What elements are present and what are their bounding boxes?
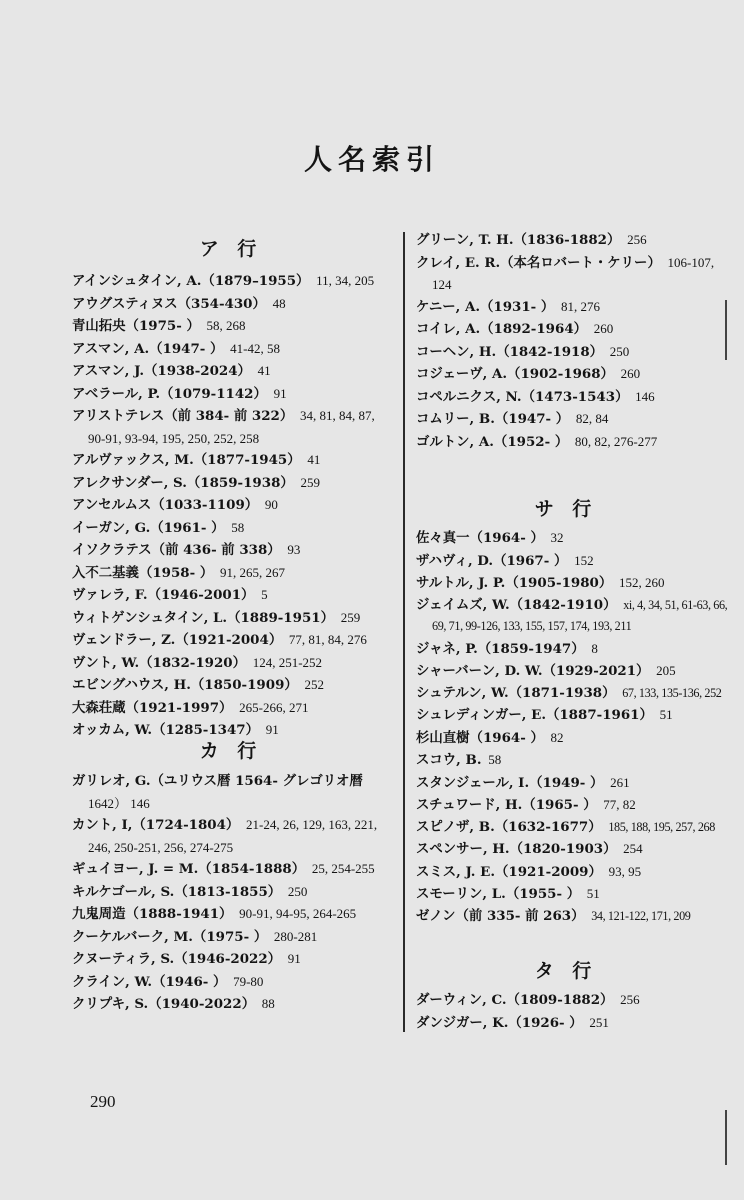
entry-name: スモーリン, L.（1955- ）: [416, 886, 581, 902]
index-entry: [416, 572, 716, 595]
entry-pages: 250: [609, 343, 630, 359]
index-entry: [72, 338, 390, 361]
index-entry: [416, 660, 716, 683]
entry-name: 入不二基義（1958- ）: [72, 564, 214, 581]
index-entry: [72, 360, 390, 383]
entry-pages: 91, 265, 267: [219, 564, 285, 580]
entry-list: [416, 527, 728, 927]
entry-name: 杉山直樹（1964- ）: [416, 729, 544, 746]
entry-list: [416, 229, 716, 453]
entry-name: ダンジガー, K.（1926- ）: [416, 1014, 583, 1031]
entry-pages: 82, 84: [575, 411, 609, 426]
index-entry: [416, 638, 716, 661]
index-entry: [416, 252, 716, 296]
entry-pages: 25, 254-255: [311, 861, 375, 876]
index-entry: [72, 674, 390, 697]
entry-pages: 252: [304, 677, 324, 692]
index-entry: [416, 318, 716, 341]
entry-name: イソクラテス（前 436- 前 338）: [72, 542, 281, 558]
entry-name: 佐々真一（1964- ）: [416, 530, 544, 546]
entry-pages: 34, 121-122, 171, 209: [591, 908, 691, 923]
entry-name: グリーン, T. H.（1836-1882）: [416, 232, 621, 248]
scan-edge-mark: [725, 1110, 727, 1165]
index-entry: [72, 926, 390, 949]
entry-name: キルケゴール, S.（1813-1855）: [72, 883, 282, 900]
entry-pages: 93: [287, 542, 301, 557]
entry-pages: 146: [635, 388, 655, 404]
entry-name: アリストテレス（前 384- 前 322）: [72, 408, 294, 424]
entry-name: ゼノン（前 335- 前 263）: [416, 907, 585, 924]
entry-name: シャーバーン, D. W.（1929-2021）: [416, 663, 650, 679]
entry-pages: 51: [586, 886, 600, 901]
entry-pages: 152, 260: [618, 575, 665, 590]
index-entry: [72, 562, 390, 585]
index-entry: [416, 386, 716, 409]
entry-pages: 259: [300, 474, 320, 490]
entry-pages: 77, 81, 84, 276: [288, 632, 367, 647]
index-entry: [72, 607, 390, 630]
entry-pages: xi, 4, 34, 51, 61-63, 66,: [623, 597, 728, 612]
entry-pages: 41: [257, 363, 271, 378]
entry-name: サルトル, J. P.（1905-1980）: [416, 575, 613, 591]
index-entry: [416, 229, 716, 252]
entry-name: ジェイムズ, W.（1842-1910）: [416, 596, 617, 613]
entry-pages-continued: 1642） 146: [88, 795, 150, 811]
entry-pages: 81, 276: [560, 298, 600, 314]
index-entry: [416, 906, 716, 928]
entry-pages: 261: [610, 774, 630, 790]
index-entry: [416, 883, 716, 906]
entry-pages: 124, 251-252: [252, 654, 323, 670]
entry-name: スチュワード, H.（1965- ）: [416, 797, 597, 813]
column-divider: [403, 232, 405, 1032]
entry-pages: 77, 82: [603, 797, 636, 812]
entry-name: コジェーヴ, A.（1902-1968）: [416, 366, 614, 382]
entry-name: ザハヴィ, D.（1967- ）: [416, 552, 568, 569]
entry-pages: 32: [550, 530, 564, 545]
index-entry: [72, 971, 390, 994]
index-entry: [416, 838, 716, 861]
entry-name: シュレディンガー, E.（1887-1961）: [416, 707, 653, 723]
entry-pages-continued: 69, 71, 99-126, 133, 155, 157, 174, 193, 211: [432, 619, 632, 633]
scan-edge-mark: [725, 300, 727, 360]
section-heading-ka: カ 行: [199, 740, 263, 762]
entry-pages: 5: [261, 587, 268, 602]
entry-pages: 80, 82, 276-277: [574, 433, 658, 449]
index-entry: [72, 293, 390, 316]
entry-name: スミス, J. E.（1921-2009）: [416, 863, 602, 880]
entry-name: ゴルトン, A.（1952- ）: [416, 433, 569, 450]
entry-name: ギュイヨー, J. = M.（1854-1888）: [72, 861, 306, 877]
entry-name: ウィトゲンシュタイン, L.（1889-1951）: [72, 609, 334, 626]
entry-name: スピノザ, B.（1632-1677）: [416, 818, 602, 835]
index-entry: [72, 858, 390, 881]
index-entry: [72, 697, 390, 720]
entry-name: イーガン, G.（1961- ）: [72, 519, 225, 536]
entry-name: ジャネ, P.（1859-1947）: [416, 640, 585, 657]
entry-pages: 82: [550, 729, 564, 745]
index-entry: [72, 494, 390, 517]
entry-pages-continued: 124: [432, 277, 452, 292]
entry-pages: 260: [620, 366, 641, 381]
entry-pages: 265-266, 271: [239, 699, 309, 715]
index-entry: [72, 814, 390, 858]
entry-pages: 51: [659, 707, 673, 722]
entry-name: アルヴァックス, M.（1877-1945）: [72, 452, 301, 468]
entry-pages: 41-42, 58: [230, 340, 280, 356]
index-entry: [72, 584, 390, 607]
index-entry: [416, 296, 716, 319]
entry-pages: 259: [340, 609, 361, 625]
entry-pages: 93, 95: [608, 863, 642, 879]
entry-pages: 67, 133, 135-136, 252: [622, 685, 722, 700]
entry-name: アスマン, A.（1947- ）: [72, 340, 224, 357]
entry-name: ヴェンドラー, Z.（1921-2004）: [72, 632, 283, 648]
index-entry: [72, 771, 390, 814]
entry-pages: 48: [272, 295, 286, 311]
page-title: 人名索引: [303, 143, 440, 176]
entry-name: ヴァレラ, F.（1946-2001）: [72, 587, 255, 603]
entry-pages: 8: [591, 640, 598, 656]
entry-name: クレイ, E. R.（本名ロバート・ケリー）: [416, 254, 661, 271]
index-entry: [416, 683, 722, 705]
index-entry: [416, 727, 716, 750]
entry-pages: 58: [231, 519, 245, 535]
index-entry: [72, 539, 390, 562]
entry-name: スペンサー, H.（1820-1903）: [416, 841, 617, 857]
index-entry: [72, 993, 390, 1016]
entry-name: アベラール, P.（1079-1142）: [72, 385, 267, 402]
entry-pages: 11, 34, 205: [316, 273, 375, 288]
index-entry: [416, 772, 716, 795]
entry-name: アインシュタイン, A.（1879–1955）: [72, 273, 310, 289]
entry-name: クリプキ, S.（1940-2022）: [72, 996, 256, 1012]
entry-pages: 106-107,: [667, 254, 715, 270]
entry-pages: 90-91, 94-95, 264-265: [239, 906, 357, 921]
entry-name: アレクサンダー, S.（1859-1938）: [72, 474, 294, 491]
index-entry: [416, 408, 716, 431]
section-heading-a: ア 行: [199, 238, 263, 260]
entry-name: コイレ, A.（1892-1964）: [416, 321, 588, 337]
entry-pages: 91: [265, 722, 279, 737]
index-entry: [416, 550, 716, 573]
entry-pages-continued: 246, 250-251, 256, 274-275: [88, 839, 234, 855]
entry-pages: 90: [264, 497, 278, 512]
entry-pages: 254: [623, 841, 643, 856]
entry-name: クライン, W.（1946- ）: [72, 973, 227, 990]
entry-list: [72, 771, 390, 1016]
entry-name: ダーウィン, C.（1809-1882）: [416, 992, 614, 1008]
entry-name: ガリレオ, G.（ユリウス暦 1564- グレゴリオ暦: [72, 773, 363, 789]
index-entry: [416, 749, 716, 772]
index-entry: [416, 704, 716, 727]
entry-name: スコウ, B.: [416, 752, 482, 768]
entry-pages: 41: [307, 452, 321, 467]
entry-name: コムリー, B.（1947- ）: [416, 411, 570, 427]
entry-pages: 21-24, 26, 129, 163, 221,: [246, 817, 378, 832]
entry-pages: 256: [620, 992, 640, 1007]
entry-name: エビングハウス, H.（1850-1909）: [72, 677, 298, 693]
index-entry: [416, 817, 716, 839]
section-heading-ta: タ 行: [534, 960, 598, 982]
entry-pages: 91: [273, 385, 287, 401]
entry-pages: 251: [589, 1014, 609, 1030]
entry-name: 大森荘蔵（1921-1997）: [72, 699, 233, 716]
entry-name: アスマン, J.（1938-2024）: [72, 363, 251, 379]
entry-name: ケニー, A.（1931- ）: [416, 298, 555, 315]
entry-pages: 79-80: [233, 973, 264, 989]
entry-pages: 58, 268: [206, 318, 246, 333]
entry-pages: 58: [488, 752, 502, 767]
entry-name: シュテルン, W.（1871-1938）: [416, 684, 616, 701]
entry-name: アンセルムス（1033-1109）: [72, 497, 259, 513]
entry-name: クヌーティラ, S.（1946-2022）: [72, 951, 282, 967]
index-entry: [72, 315, 390, 338]
entry-pages: 185, 188, 195, 257, 268: [608, 819, 715, 834]
index-entry: [72, 270, 390, 293]
entry-name: 青山拓央（1975- ）: [72, 318, 200, 334]
entry-pages: 205: [656, 663, 676, 678]
entry-list: [416, 989, 716, 1034]
section-heading-sa: サ 行: [534, 498, 598, 520]
index-entry: [416, 363, 716, 386]
index-entry: [72, 517, 390, 540]
index-entry: [416, 341, 716, 364]
entry-pages: 260: [593, 321, 614, 336]
entry-pages: 256: [627, 232, 647, 247]
index-entry: [72, 629, 390, 652]
index-entry: [72, 903, 390, 926]
index-entry: [416, 1012, 716, 1035]
entry-pages: 250: [287, 883, 308, 899]
index-entry: [416, 989, 716, 1012]
entry-name: コーヘン, H.（1842-1918）: [416, 343, 604, 360]
index-entry: [72, 449, 390, 472]
index-entry: [72, 472, 390, 495]
entry-name: ヴント, W.（1832-1920）: [72, 654, 246, 671]
entry-pages: 88: [261, 996, 275, 1011]
entry-list: [72, 270, 390, 742]
index-entry: [416, 595, 728, 638]
index-entry: [72, 881, 390, 904]
entry-pages: 34, 81, 84, 87,: [299, 408, 375, 423]
index-entry: [72, 383, 390, 406]
entry-name: コペルニクス, N.（1473-1543）: [416, 388, 629, 405]
index-entry: [416, 861, 716, 884]
index-entry: [72, 405, 390, 449]
entry-pages-continued: 90-91, 93-94, 195, 250, 252, 258: [88, 430, 260, 446]
index-entry: [416, 431, 716, 454]
entry-pages: 152: [574, 552, 594, 568]
entry-name: アウグスティヌス（354-430）: [72, 295, 266, 312]
entry-name: カント, I,（1724-1804）: [72, 817, 240, 833]
index-entry: [72, 652, 390, 675]
entry-name: スタンジェール, I.（1949- ）: [416, 774, 604, 791]
entry-name: 九鬼周造（1888-1941）: [72, 906, 233, 922]
entry-pages: 91: [287, 951, 301, 966]
entry-name: クーケルバーク, M.（1975- ）: [72, 928, 268, 945]
entry-name: オッカム, W.（1285-1347）: [72, 722, 259, 738]
entry-pages: 280-281: [273, 928, 318, 944]
page-number: 290: [90, 1092, 116, 1111]
index-entry: [416, 527, 716, 550]
index-entry: [72, 948, 390, 971]
index-entry: [416, 794, 716, 817]
